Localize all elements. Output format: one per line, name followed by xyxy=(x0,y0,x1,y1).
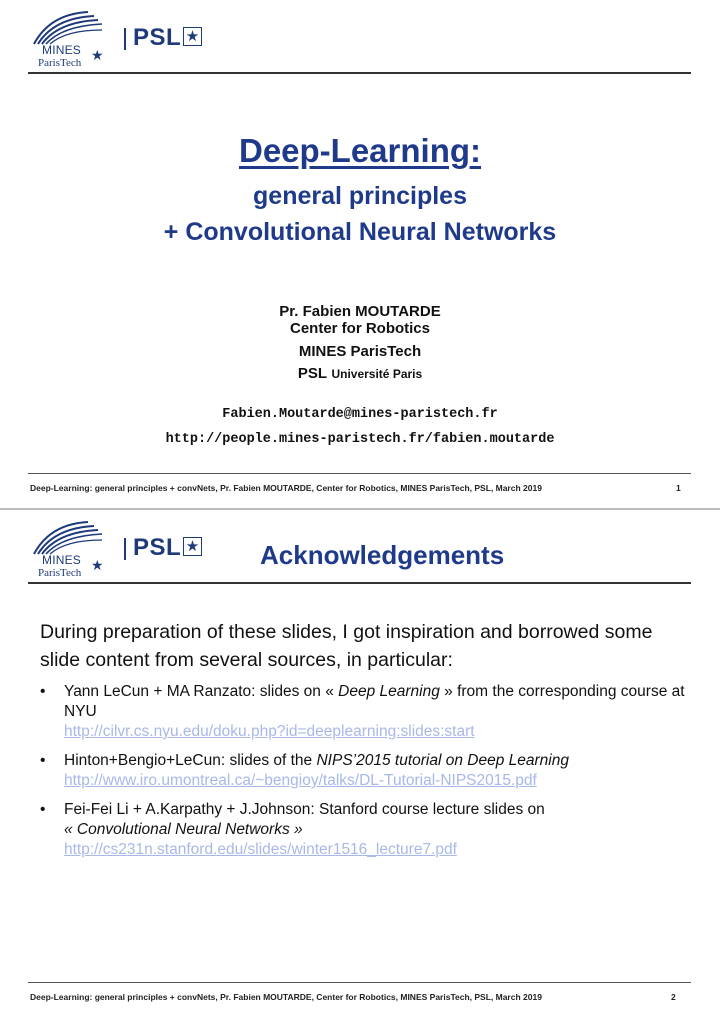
psl-big: PSL xyxy=(297,365,327,382)
bullet-icon: • xyxy=(40,683,46,700)
footer-rule xyxy=(28,473,691,474)
slide-title: Acknowledgements xyxy=(260,540,505,570)
footer-text: Deep-Learning: general principles + convNets, Pr. Fabien MOUTARDE, Center for Robotics, MINES ParisTech, PSL, March 2019 xyxy=(30,483,542,493)
header-rule xyxy=(28,582,691,584)
item-emphasis: « Convolutional Neural Networks » xyxy=(64,821,303,838)
affiliation: Center for Robotics xyxy=(289,320,430,337)
star-icon: ★ xyxy=(91,557,104,573)
page-number: 1 xyxy=(676,483,681,493)
item-text: Fei-Fei Li + A.Karpathy + J.Johnson: Stanford course lecture slides on xyxy=(64,801,545,818)
psl-small: Université Paris xyxy=(331,367,423,381)
email-address[interactable]: Fabien.Moutarde@mines-paristech.fr xyxy=(222,407,498,422)
mines-paristech-logo xyxy=(28,10,124,72)
psl-separator xyxy=(124,538,126,560)
item-text: Hinton+Bengio+LeCun: slides of the xyxy=(64,752,317,769)
psl-star-icon: ★ xyxy=(183,27,202,46)
slide-2 xyxy=(0,510,720,1019)
psl-logo-text: PSL xyxy=(133,24,182,51)
list-item xyxy=(40,751,690,791)
slide-1 xyxy=(0,0,720,509)
psl-logo-text: PSL xyxy=(133,534,182,561)
school: MINES ParisTech xyxy=(298,343,422,360)
source-link[interactable]: http://cs231n.stanford.edu/slides/winter1516_lecture7.pdf xyxy=(64,841,457,858)
slide-title: Deep-Learning: xyxy=(238,132,482,169)
list-item xyxy=(40,682,690,742)
website-url[interactable]: http://people.mines-paristech.fr/fabien.moutarde xyxy=(165,432,555,447)
footer-text: Deep-Learning: general principles + convNets, Pr. Fabien MOUTARDE, Center for Robotics, MINES ParisTech, PSL, March 2019 xyxy=(30,992,542,1002)
bullet-icon: • xyxy=(40,801,46,818)
bullet-icon: • xyxy=(40,752,46,769)
source-link[interactable]: http://www.iro.umontreal.ca/~bengioy/talks/DL-Tutorial-NIPS2015.pdf xyxy=(64,772,537,789)
psl-university xyxy=(0,365,720,383)
psl-star-icon: ★ xyxy=(183,537,202,556)
author-name: Pr. Fabien MOUTARDE xyxy=(279,303,441,320)
list-item xyxy=(40,800,690,860)
footer-rule xyxy=(28,982,691,983)
page-number: 2 xyxy=(671,992,676,1002)
intro-paragraph: During preparation of these slides, I got inspiration and borrowed some slide content from several sources, in particular: xyxy=(40,621,653,671)
subtitle-line-1: general principles xyxy=(253,182,467,210)
item-text: » from the corresponding course at NYU xyxy=(64,683,685,720)
subtitle-line-2: + Convolutional Neural Networks xyxy=(163,218,557,246)
sources-list xyxy=(40,682,690,869)
mines-paristech-logo xyxy=(28,520,124,582)
item-text: Yann LeCun + MA Ranzato: slides on « xyxy=(64,683,339,700)
logo-mines-text: MINES xyxy=(42,553,82,567)
star-icon: ★ xyxy=(91,47,104,63)
header-rule xyxy=(28,72,691,74)
logo-paristech-text: ParisTech xyxy=(38,567,82,579)
logo-paristech-text: ParisTech xyxy=(38,57,82,69)
source-link[interactable]: http://cilvr.cs.nyu.edu/doku.php?id=deeplearning:slides:start xyxy=(64,723,475,740)
logo-mines-text: MINES xyxy=(42,43,82,57)
item-emphasis: NIPS’2015 tutorial on Deep Learning xyxy=(316,752,569,769)
psl-separator xyxy=(124,28,126,50)
item-emphasis: Deep Learning xyxy=(338,683,440,700)
